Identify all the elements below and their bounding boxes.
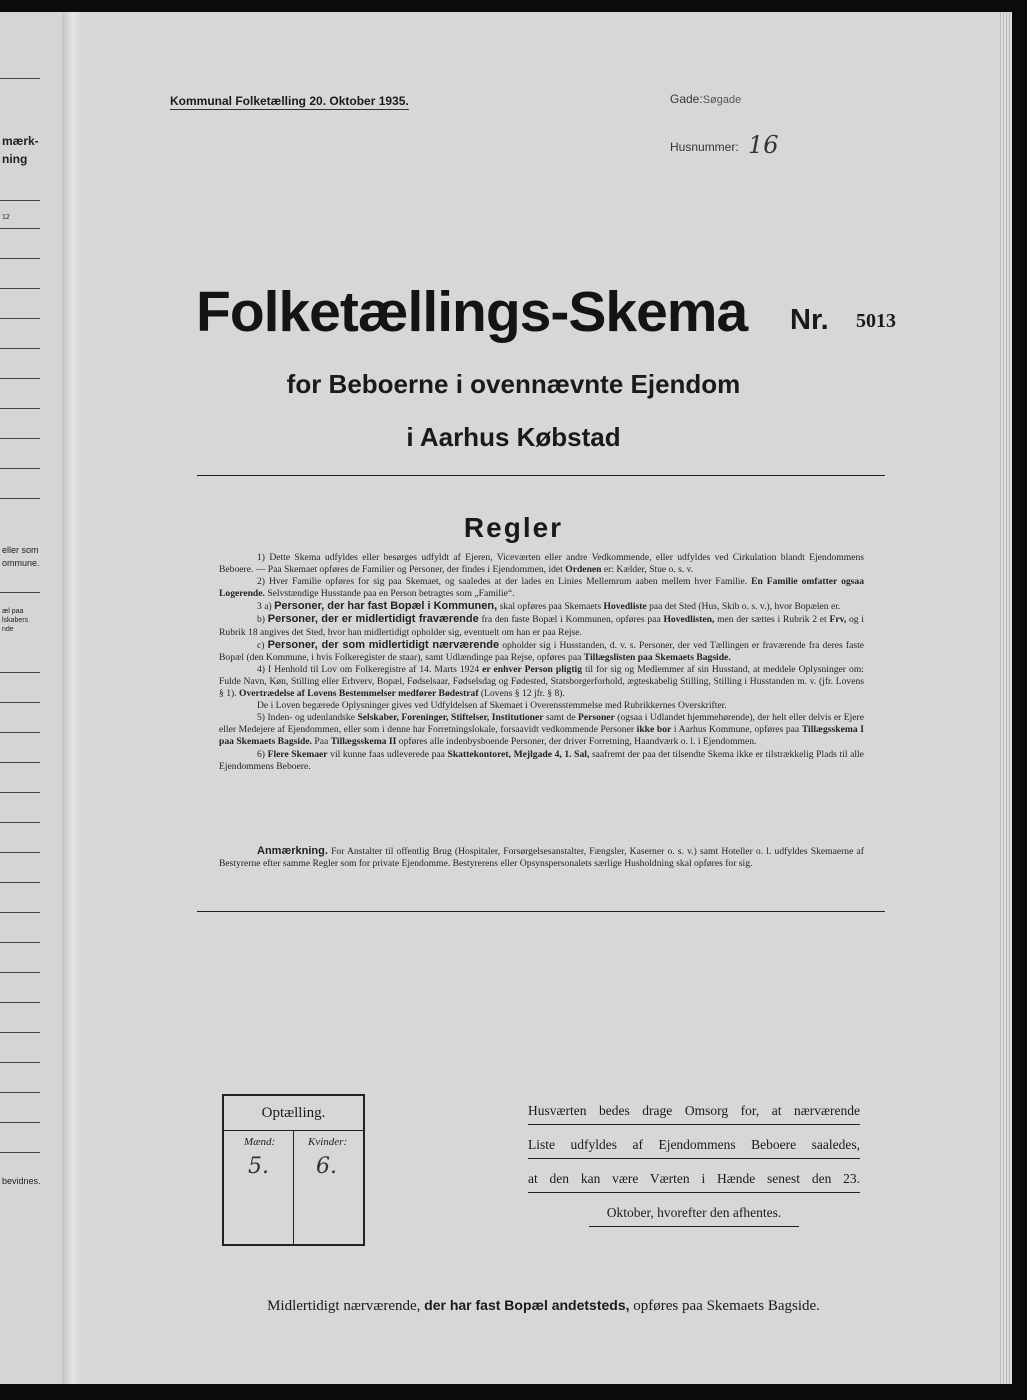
left-text: æl paa: [2, 608, 24, 615]
left-text: eller som: [2, 545, 39, 555]
count-box: [222, 1094, 365, 1246]
rules-heading: Regler: [463, 512, 564, 543]
street-value: Søgade: [702, 94, 742, 106]
annotation-text: For Anstalter til offentlig Brug (Hospitaler, Forsørgelsesanstalter, Fængsler, Kaserner o. s. v.) samt Hoteller o. l. udfyldes Skemaerne af Bestyrerne efter samme Regler som for private Ejendomme. Bestyrerens eller Opsynspersonalets særlige Husholdning skal opføres for sig.: [219, 846, 864, 870]
women-label: Kvinder:: [308, 1136, 348, 1148]
rule-2: 2) Hver Familie opføres for sig paa Skemaet, og saaledes at der lades en Linies Mellemrum aaben mellem hver Familie. En Familie omfatter ogsaa Logerende. Selvstændige Husstande paa en Person betragtes som „Familie“.: [219, 576, 864, 600]
book-spine: [62, 12, 80, 1384]
rule-4-note: De i Loven begærede Oplysninger gives ved Udfyldelsen af Skemaet i Overensstemmelse med Rubrikkernes Overskrifter.: [257, 700, 727, 712]
left-text: ning: [2, 152, 28, 166]
count-box-divider: [293, 1131, 294, 1244]
landlord-note: [528, 1102, 860, 1238]
left-text: lskabers: [2, 617, 29, 624]
form-subtitle: for Beboerne i ovennævnte Ejendom: [286, 369, 741, 399]
landlord-note-line: Husværten bedes drage Omsorg for, at nærværende: [528, 1102, 860, 1125]
rule-1: 1) Dette Skema udfyldes eller besørges udfyldt af Ejeren, Viceværten eller andre Vedkommende, eller udfyldes ved Cirkulation blandt Ejendommens Beboere. — Paa Skemaet opføres de Familier og Personer, der findes i Ejendommen, idet Ordenen er: Kælder, Stue o. s. v.: [219, 552, 864, 576]
rule-3c: c) Personer, der som midlertidigt nærværende opholder sig i Husstanden, d. v. s. Personer, der ved Tællingen er fraværende fra deres faste Bopæl (den Kommune, i hvis Folkeregister de staar), samt Udlændinge paa Rejse, opføres paa Tillægslisten paa Skemaets Bagside.: [219, 638, 864, 663]
left-text: nde: [2, 626, 14, 633]
landlord-note-line: Oktober, hvorefter den afhentes.: [589, 1204, 799, 1227]
house-number-row: [670, 129, 779, 159]
house-number-label: Husnummer:: [670, 140, 739, 154]
count-box-title: Optælling.: [224, 1096, 363, 1131]
men-count: 5.: [248, 1154, 269, 1179]
left-text: ommune.: [2, 558, 40, 568]
rule-6: 6) Flere Skemaer vil kunne faas udleverede paa Skattekontoret, Mejlgade 4, 1. Sal, saafremt der paa det tilsendte Skema ikke er tilstrækkelig Plads til alle Ejendommens Beboere.: [219, 748, 864, 772]
street-row: [670, 92, 741, 106]
left-text: mærk-: [2, 134, 39, 148]
left-text: 12: [2, 214, 10, 221]
form-title: Folketællings-Skema: [196, 280, 748, 344]
rule-3b: b) Personer, der er midlertidigt fraværende fra den faste Bopæl i Kommunen, opføres paa Hovedlisten, men der sættes i Rubrik 2 et Frv, og i Rubrik 18 angives det Sted, hvor han midlertidigt opholder sig, eventuelt om han er paa Rejse.: [219, 613, 864, 638]
page-edge: [1000, 12, 1012, 1384]
footer-bold: der har fast Bopæl andetsteds,: [424, 1297, 630, 1313]
footer-post: opføres paa Skemaets Bagside.: [633, 1298, 820, 1314]
left-page-fragment: [0, 12, 62, 1384]
women-count: 6.: [316, 1154, 337, 1179]
census-header: Kommunal Folketælling 20. Oktober 1935.: [170, 94, 409, 108]
rule-3a: 3 a) Personer, der har fast Bopæl i Kommunen, skal opføres paa Skemaets Hovedliste paa det Sted (Hus, Skib o. s. v.), hvor Bopælen er.: [257, 600, 841, 613]
men-label: Mænd:: [244, 1136, 276, 1148]
left-text: bevidnes.: [2, 1176, 41, 1186]
form-number-value: 5013: [856, 310, 896, 332]
footer-note: [0, 1297, 1027, 1315]
house-number-value: 16: [748, 131, 779, 159]
divider: [197, 911, 885, 912]
form-number-label: Nr.: [790, 304, 829, 336]
rule-4: 4) I Henhold til Lov om Folkeregistre af 14. Marts 1924 er enhver Person pligtig til for sig og Medlemmer af sin Husstand, at meddele Oplysninger om: Fulde Navn, Køn, Stilling eller Erhverv, Bopæl, Fødselsaar, Fødselsdag og Fødested, Statsborgerforhold, ægteskabelig Stilling, Stilling i Husstanden m. v. (jfr. Lovens § 1). Overtrædelse af Lovens Bestemmelser medfører Bødestraf (Lovens § 12 jfr. § 8).: [219, 663, 864, 700]
landlord-note-line: at den kan være Værten i Hænde senest den 23.: [528, 1170, 860, 1193]
form-subtitle-city: i Aarhus Købstad: [406, 422, 621, 452]
landlord-note-line: Liste udfyldes af Ejendommens Beboere saaledes,: [528, 1136, 860, 1159]
annotation-note: [219, 845, 864, 870]
street-label: Gade:: [670, 92, 703, 106]
rules-text: [219, 552, 864, 773]
divider: [197, 475, 885, 476]
footer-pre: Midlertidigt nærværende,: [267, 1298, 421, 1314]
rule-5: 5) Inden- og udenlandske Selskaber, Foreninger, Stiftelser, Institutioner samt de Personer (ogsaa i Udlandet hjemmehørende), der helt eller delvis er Ejere eller Medejere af Ejendommen, eller som i denne har Forretningslokale, forsaavidt vedkommende Personer ikke bor i Aarhus Kommune, opføres paa Tillægsskema I paa Skemaets Bagside. Paa Tillægsskema II opføres alle indenbysboende Personer, der driver Forretning, Haandværk o. l. i Ejendommen.: [219, 712, 864, 748]
annotation-heading: Anmærkning.: [257, 845, 328, 857]
